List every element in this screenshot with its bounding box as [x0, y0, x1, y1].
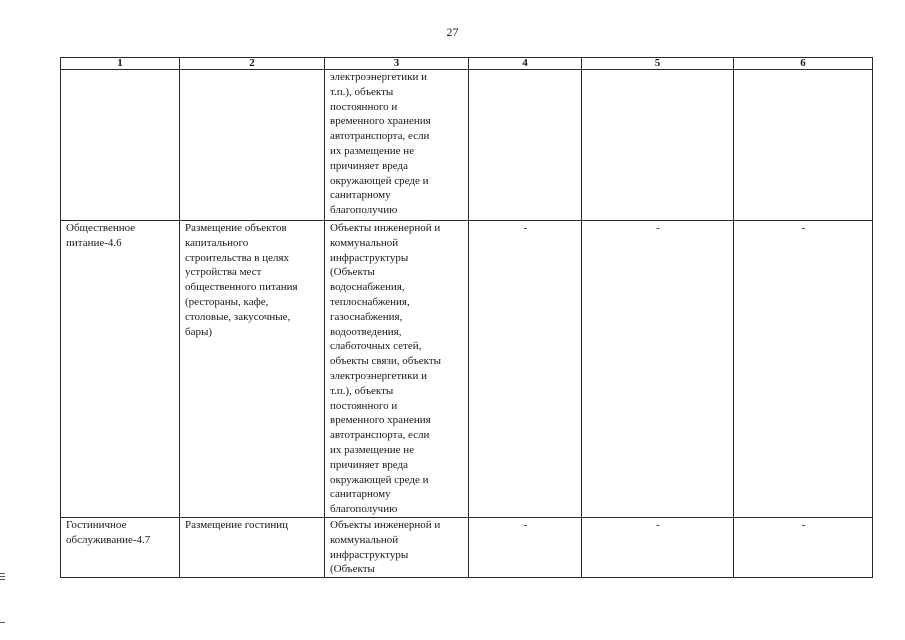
cell-text: Объекты инженерной и коммунальной инфраструктуры (Объекты: [330, 518, 441, 576]
table-cell: [582, 517, 734, 577]
table-cell: [469, 70, 582, 221]
description-cell: [180, 517, 325, 577]
table-cell: [469, 221, 582, 518]
land-use-table: [60, 57, 873, 578]
table-cell: [61, 70, 180, 221]
cell-text: Размещение объектов капитального строительства в целях устройства мест общественного питания (рестораны, кафе, столовые, закусочные, бары): [185, 222, 298, 338]
page-number: 27: [446, 25, 459, 39]
cell-text: -: [801, 518, 806, 531]
table-row: [61, 221, 873, 518]
cell-text: -: [523, 222, 528, 234]
cell-text: Гостиничное обслуживание-4.7: [66, 518, 151, 546]
table-cell: [734, 70, 873, 221]
auxiliary-use-cell: [325, 221, 469, 518]
table-cell: [582, 70, 734, 221]
cell-text: -: [656, 518, 660, 531]
description-cell: [180, 221, 325, 518]
table-row: [61, 70, 873, 221]
table-cell: [325, 70, 469, 221]
column-header-2: 2: [180, 58, 325, 70]
column-header-4: 4: [469, 58, 582, 70]
table-header-row: [61, 58, 873, 70]
table-cell: [469, 517, 582, 577]
land-use-type-cell: [61, 221, 180, 518]
column-header-3: 3: [325, 58, 469, 70]
margin-mark: [0, 622, 5, 623]
table-cell: [582, 221, 734, 518]
land-use-type-cell: [61, 517, 180, 577]
table-cell: [734, 517, 873, 577]
table-cell: [180, 70, 325, 221]
margin-mark: [0, 573, 5, 574]
column-header-5: 5: [582, 58, 734, 70]
auxiliary-use-cell: [325, 517, 469, 577]
cell-text: Общественное питание-4.6: [66, 222, 136, 249]
column-header-1: 1: [61, 58, 180, 70]
cell-text: -: [523, 518, 528, 531]
cell-text: -: [656, 222, 660, 234]
cell-text: электроэнергетики и т.п.), объекты постоянного и временного хранения автотранспорта, если их размещение не причиняет вреда окружающей среде и санитарному благополучию: [330, 71, 431, 217]
column-header-6: 6: [734, 58, 873, 70]
cell-text: Размещение гостиниц: [185, 518, 289, 531]
table-cell: [734, 221, 873, 518]
cell-text: -: [801, 222, 806, 234]
margin-mark: [0, 576, 5, 577]
table-row: [61, 517, 873, 577]
cell-text: Объекты инженерной и коммунальной инфраструктуры (Объекты водоснабжения, теплоснабжения, газоснабжения, водоотведения, слаботочных сетей, объекты связи, объекты электроэнергетики и т.п.), объекты постоянного и временного хранения автотранспорта, если их размещение не причиняет вреда окружающей среде и санитарному благополучию: [330, 222, 442, 516]
margin-mark: [0, 579, 5, 580]
